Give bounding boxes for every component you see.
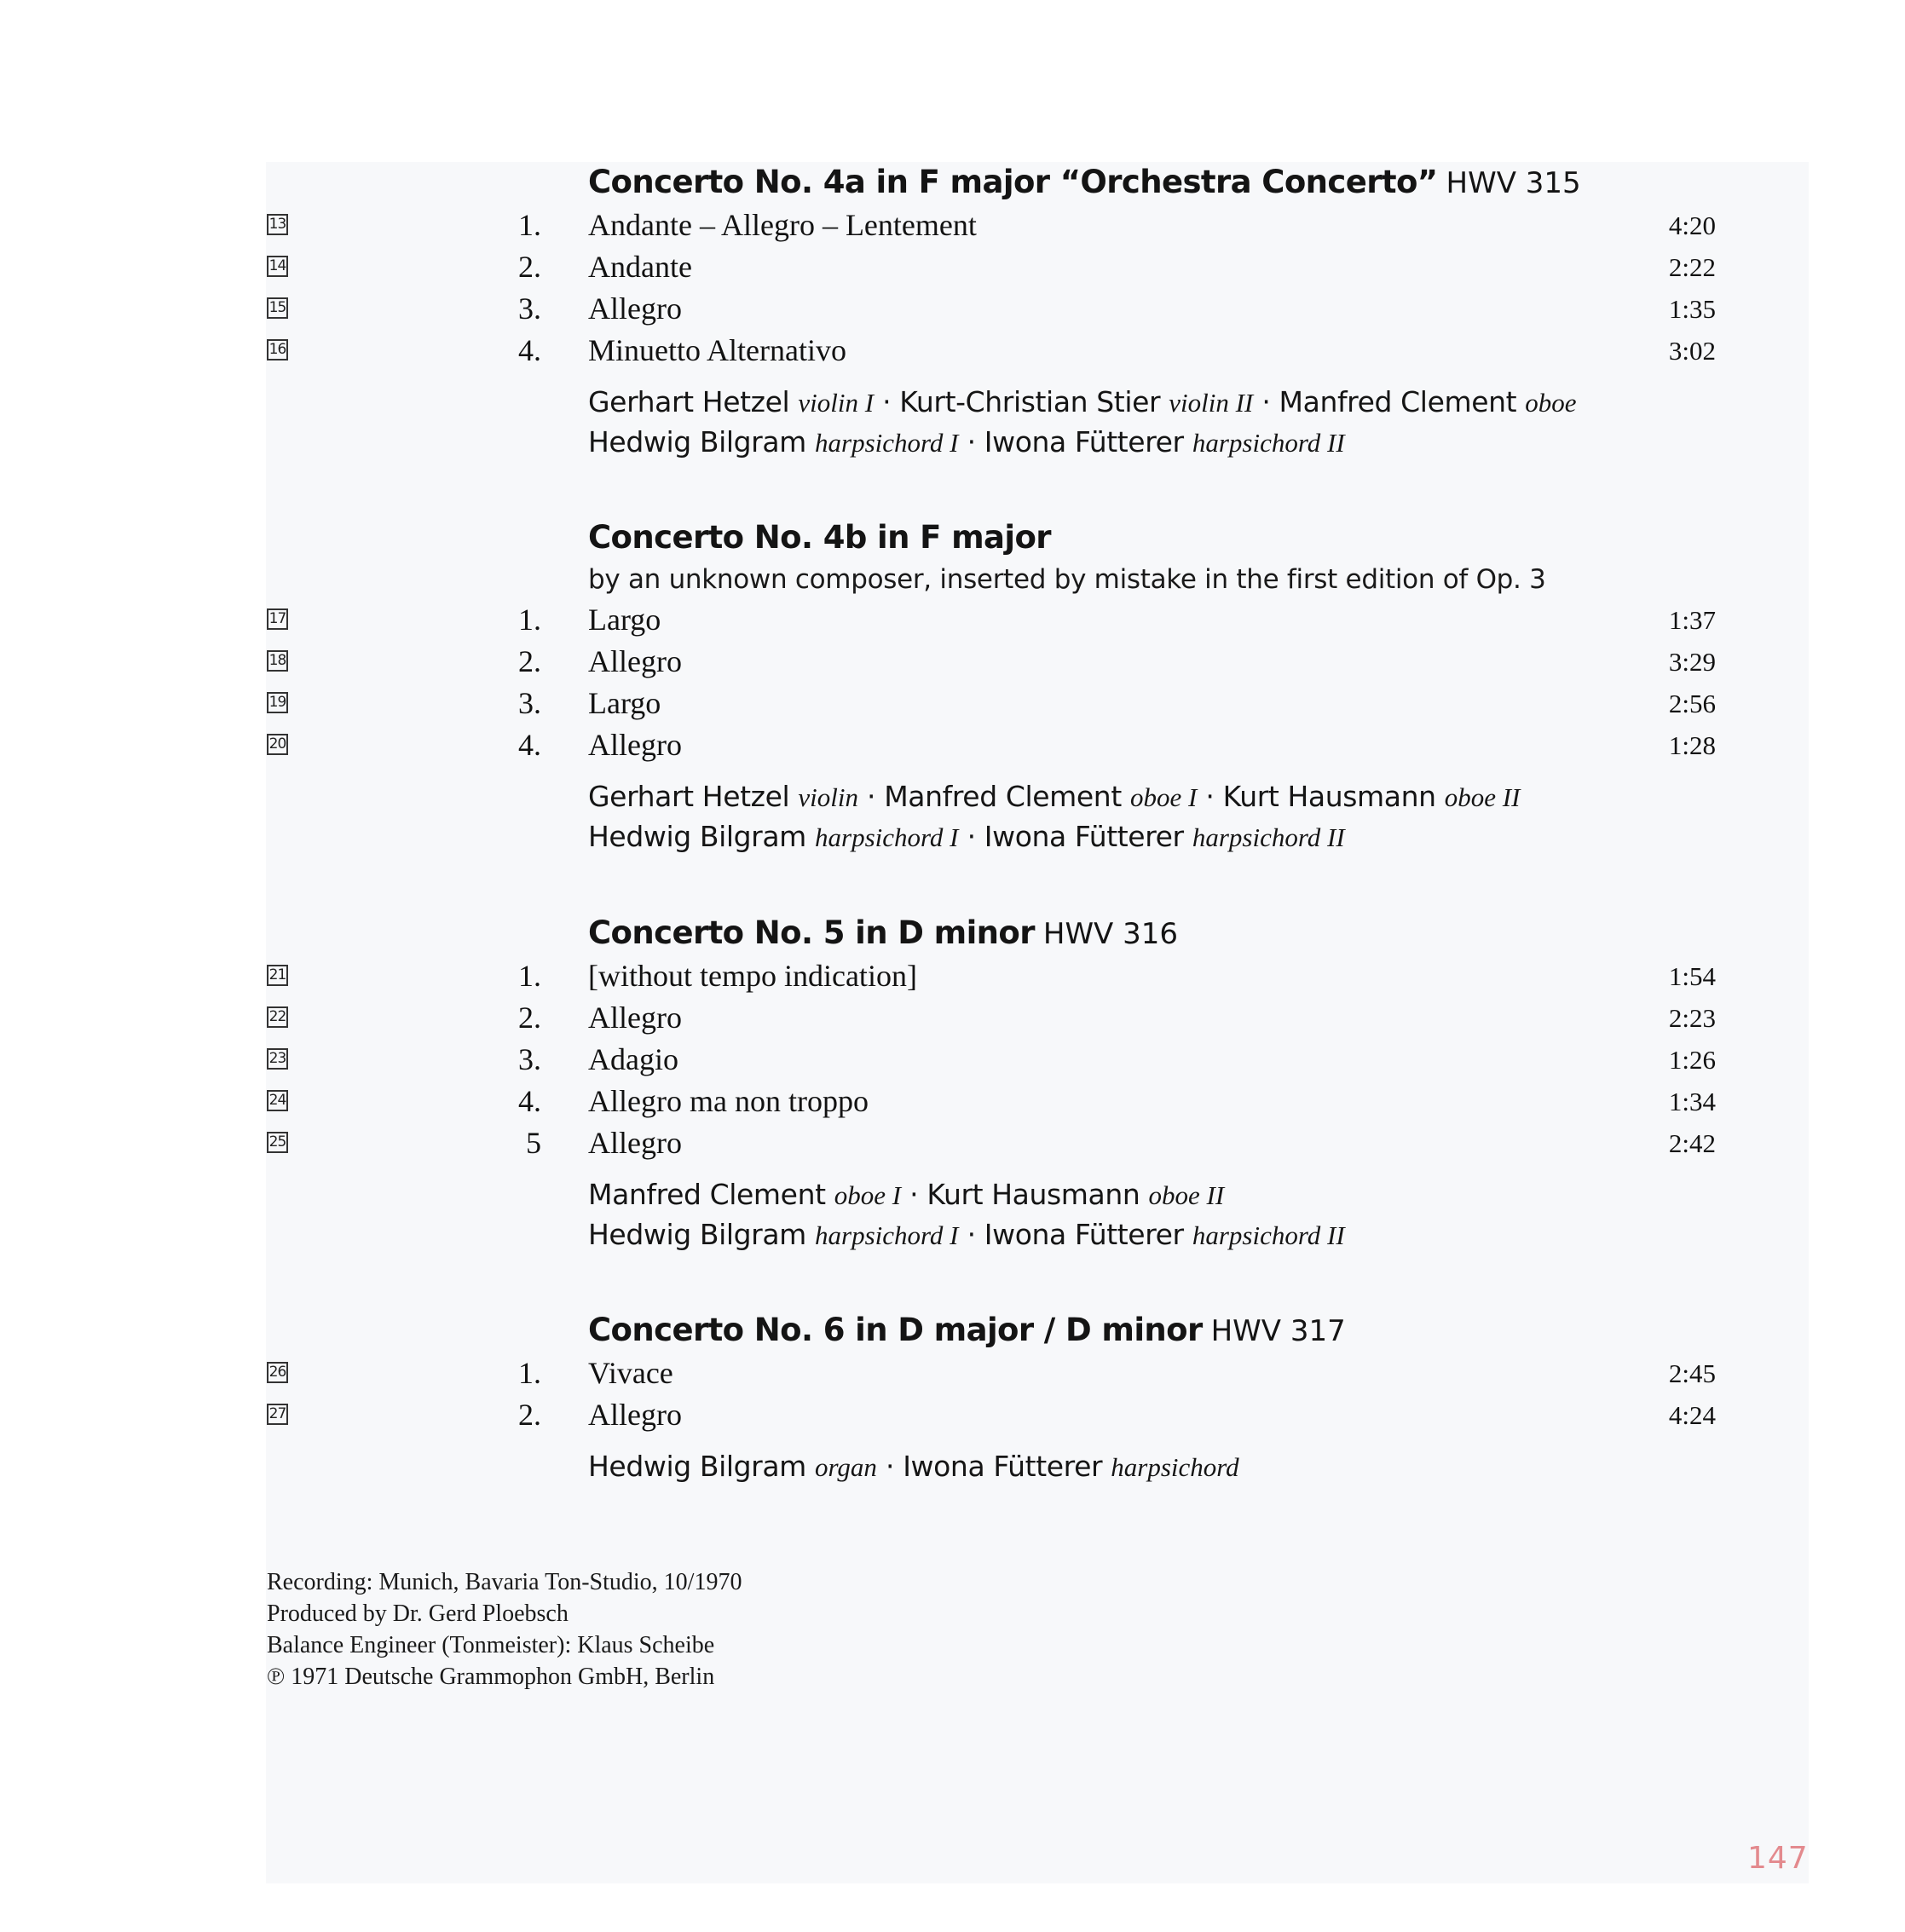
movement-number: 1. [518,208,541,242]
performer-name: Iwona Fütterer [984,425,1184,458]
track-duration: 2:23 [1668,1003,1716,1033]
movement-title: Allegro [588,1398,682,1432]
movement-number: 3. [518,291,541,326]
performer-name: Iwona Fütterer [903,1450,1103,1483]
concerto-title: Concerto No. 6 in D major / D minor [588,1312,1203,1348]
movement-title: Allegro [588,1126,682,1160]
movement-number: 4. [518,728,541,762]
track-duration: 3:29 [1668,647,1716,677]
track-number-box: 18 [267,650,288,672]
movement-title: Allegro [588,1001,682,1035]
movement-title: Largo [588,686,661,720]
track-number-box: 25 [267,1132,288,1153]
track-duration: 1:37 [1668,605,1716,635]
movement-title: Minuetto Alternativo [588,333,846,367]
concerto-title: Concerto No. 4a in F major “Orchestra Concerto” [588,164,1438,200]
movement-title: Andante – Allegro – Lentement [588,208,977,242]
movement-title: Allegro [588,728,682,762]
track-number-box: 14 [267,256,288,277]
track-row [0,1081,1905,1122]
movement-title: Allegro [588,291,682,326]
performer-role: oboe [1525,388,1577,418]
performer-name: Kurt Hausmann [927,1178,1140,1211]
credit-line: Balance Engineer (Tonmeister): Klaus Scheibe [267,1632,715,1658]
track-number-box: 21 [267,965,288,986]
performer-role: oboe I [834,1180,902,1210]
performer-line [588,1214,1905,1254]
performer-credits [588,776,1905,856]
performer-credits [588,1174,1905,1254]
performer-role: harpsichord [1111,1452,1239,1482]
track-number-box: 19 [267,692,288,713]
performer-role: harpsichord II [1192,1220,1345,1250]
track-duration: 1:54 [1668,961,1716,991]
performer-credits [588,382,1905,462]
performer-name: Gerhart Hetzel [588,780,790,813]
catalogue-number: HWV 317 [1210,1314,1346,1348]
concerto-section [0,911,1905,1254]
track-row [0,599,1905,641]
performer-name: Kurt Hausmann [1222,780,1436,813]
track-duration: 2:22 [1668,252,1716,282]
performer-name: Iwona Fütterer [984,820,1184,853]
separator-dot: · [1253,385,1279,418]
concerto-heading [588,911,1905,955]
movement-title: [without tempo indication] [588,959,917,993]
performer-role: harpsichord I [815,428,959,458]
track-number-box: 26 [267,1362,288,1383]
separator-dot: · [876,1450,903,1483]
movement-title: Allegro [588,644,682,678]
track-duration: 4:24 [1668,1400,1716,1430]
concerto-title: Concerto No. 4b in F major [588,519,1051,556]
concerto-section [0,160,1905,462]
movement-number: 5 [526,1126,541,1160]
performer-name: Manfred Clement [884,780,1122,813]
movement-number: 3. [518,686,541,720]
track-row [0,1122,1905,1164]
performer-line [588,1174,1905,1214]
track-number-box: 27 [267,1404,288,1425]
performer-name: Hedwig Bilgram [588,1218,806,1251]
separator-dot: · [1197,780,1223,813]
track-row [0,330,1905,372]
credit-line: Produced by Dr. Gerd Ploebsch [267,1600,569,1627]
track-number-box: 24 [267,1090,288,1111]
performer-name: Gerhart Hetzel [588,385,790,418]
track-duration: 2:56 [1668,689,1716,718]
track-number-box: 20 [267,734,288,755]
movement-title: Vivace [588,1356,673,1390]
track-row [0,997,1905,1039]
movement-number: 2. [518,250,541,284]
performer-line [588,422,1905,462]
performer-line [588,382,1905,422]
performer-name: Hedwig Bilgram [588,1450,806,1483]
track-number-box: 23 [267,1048,288,1070]
track-row [0,641,1905,683]
performer-role: harpsichord I [815,1220,959,1250]
performer-name: Iwona Fütterer [984,1218,1184,1251]
track-number-box: 15 [267,297,288,319]
recording-credits [267,1566,742,1693]
track-duration: 1:26 [1668,1045,1716,1075]
performer-line [588,776,1905,816]
track-duration: 1:28 [1668,730,1716,760]
movement-number: 2. [518,644,541,678]
performer-role: harpsichord II [1192,822,1345,852]
movement-number: 1. [518,603,541,637]
performer-role: violin I [798,388,875,418]
track-number-box: 22 [267,1006,288,1028]
separator-dot: · [958,820,984,853]
track-duration: 1:34 [1668,1087,1716,1116]
movement-title: Adagio [588,1042,678,1076]
movement-number: 4. [518,1084,541,1118]
separator-dot: · [874,385,900,418]
track-row [0,683,1905,724]
movement-title: Andante [588,250,692,284]
concerto-title: Concerto No. 5 in D minor [588,914,1035,951]
separator-dot: · [958,1218,984,1251]
track-row [0,1039,1905,1081]
performer-name: Manfred Clement [1279,385,1517,418]
track-number-box: 16 [267,339,288,360]
concerto-heading [588,516,1905,560]
track-row [0,205,1905,246]
movement-number: 1. [518,1356,541,1390]
concerto-section [0,1308,1905,1486]
performer-credits [588,1446,1905,1486]
track-row [0,288,1905,330]
separator-dot: · [857,780,885,813]
track-duration: 3:02 [1668,336,1716,366]
performer-name: Hedwig Bilgram [588,820,806,853]
performer-role: violin [798,782,858,812]
movement-title: Allegro ma non troppo [588,1084,869,1118]
track-row [0,246,1905,288]
track-row [0,1394,1905,1436]
performer-role: oboe I [1129,782,1198,812]
track-number-box: 17 [267,608,288,630]
track-duration: 2:45 [1668,1358,1716,1388]
concerto-subtitle: by an unknown composer, inserted by mistake in the first edition of Op. 3 [588,564,1546,595]
performer-role: oboe II [1148,1180,1225,1210]
separator-dot: · [901,1178,927,1211]
movement-number: 2. [518,1001,541,1035]
performer-role: harpsichord II [1192,428,1345,458]
track-duration: 2:42 [1668,1128,1716,1158]
track-row [0,724,1905,766]
movement-title: Largo [588,603,661,637]
track-row [0,1352,1905,1394]
concerto-heading [588,160,1905,205]
performer-line [588,816,1905,856]
credit-line: ℗ 1971 Deutsche Grammophon GmbH, Berlin [267,1664,715,1690]
catalogue-number: HWV 316 [1042,917,1179,951]
movement-number: 2. [518,1398,541,1432]
performer-name: Kurt-Christian Stier [899,385,1161,418]
movement-number: 4. [518,333,541,367]
page-number: 147 [1747,1841,1809,1876]
track-row [0,955,1905,997]
movement-number: 1. [518,959,541,993]
concerto-heading [588,1308,1905,1352]
performer-name: Hedwig Bilgram [588,425,806,458]
performer-role: organ [815,1452,877,1482]
track-number-box: 13 [267,214,288,235]
catalogue-number: HWV 315 [1446,166,1581,200]
performer-line [588,1446,1905,1486]
concerto-section [0,516,1905,856]
performer-role: violin II [1169,388,1254,418]
movement-number: 3. [518,1042,541,1076]
performer-name: Manfred Clement [588,1178,826,1211]
credit-line: Recording: Munich, Bavaria Ton-Studio, 10/1970 [267,1569,742,1595]
performer-role: harpsichord I [815,822,959,852]
performer-role: oboe II [1444,782,1521,812]
separator-dot: · [958,425,984,458]
track-duration: 4:20 [1668,211,1716,240]
track-duration: 1:35 [1668,294,1716,324]
